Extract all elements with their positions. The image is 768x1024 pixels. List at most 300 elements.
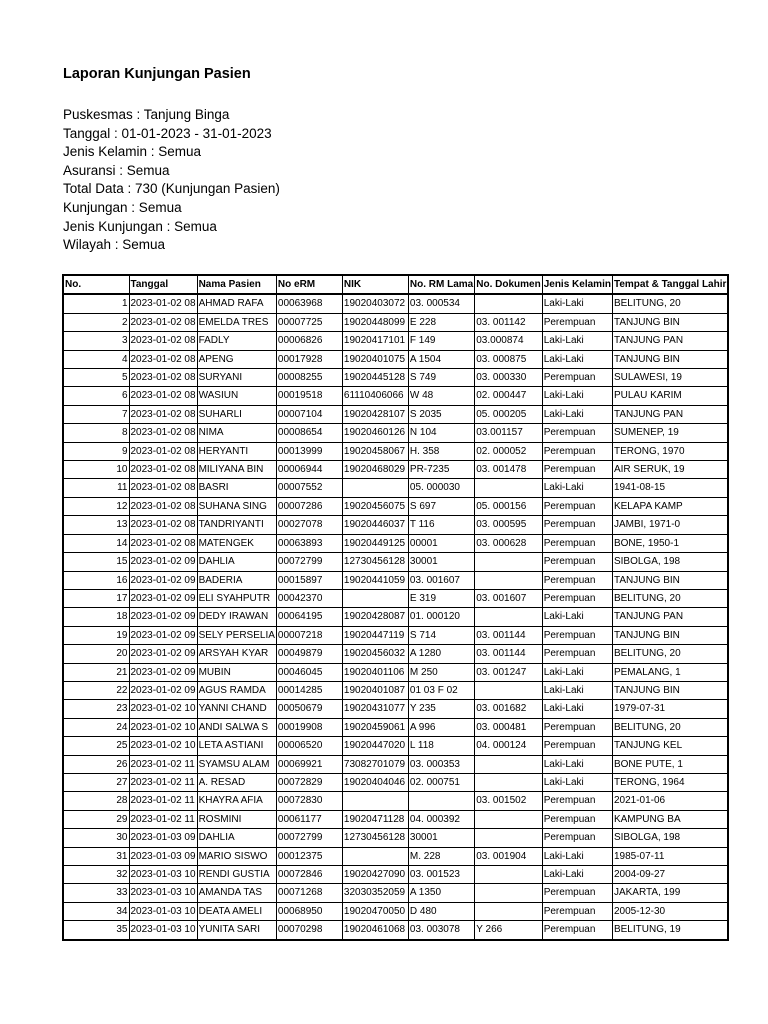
report-title: Laporan Kunjungan Pasien bbox=[63, 66, 251, 82]
meta-line: Wilayah : Semua bbox=[63, 237, 166, 253]
table-cell: 03.001157 bbox=[475, 424, 542, 442]
table-cell: Perempuan bbox=[542, 313, 612, 331]
table-cell: Perempuan bbox=[542, 497, 612, 515]
table-cell: 00019518 bbox=[276, 387, 342, 405]
table-cell: TANJUNG PAN bbox=[612, 405, 728, 423]
table-cell: 2023-01-02 11 bbox=[129, 773, 197, 791]
table-row bbox=[63, 589, 728, 607]
visits-table bbox=[62, 274, 729, 941]
table-cell: 19020445128 bbox=[342, 369, 408, 387]
table-cell: 34 bbox=[63, 902, 129, 920]
table-cell: 2023-01-03 10 bbox=[129, 921, 197, 940]
table-cell: 00007725 bbox=[276, 313, 342, 331]
table-header-row bbox=[63, 275, 728, 294]
table-cell: 00070298 bbox=[276, 921, 342, 940]
table-row bbox=[63, 792, 728, 810]
table-cell: 73082701079 bbox=[342, 755, 408, 773]
table-row bbox=[63, 737, 728, 755]
table-cell: 2023-01-02 09 bbox=[129, 663, 197, 681]
table-cell: 00061177 bbox=[276, 810, 342, 828]
table-cell: 03. 000595 bbox=[475, 516, 542, 534]
table-cell: BADERIA bbox=[197, 571, 276, 589]
table-cell: 2004-09-27 bbox=[612, 866, 728, 884]
table-cell: 03.000874 bbox=[475, 332, 542, 350]
table-cell: 03. 001682 bbox=[475, 700, 542, 718]
table-cell: 00064195 bbox=[276, 608, 342, 626]
table-cell: 32 bbox=[63, 866, 129, 884]
table-row bbox=[63, 626, 728, 644]
table-cell: TANJUNG PAN bbox=[612, 608, 728, 626]
table-cell: AMANDA TAS bbox=[197, 884, 276, 902]
table-cell: TANJUNG BIN bbox=[612, 681, 728, 699]
table-cell: W 48 bbox=[408, 387, 474, 405]
table-cell: PEMALANG, 1 bbox=[612, 663, 728, 681]
table-cell: 2023-01-02 09 bbox=[129, 608, 197, 626]
table-cell: 2023-01-02 09 bbox=[129, 571, 197, 589]
table-cell: SURYANI bbox=[197, 369, 276, 387]
table-cell: 2023-01-02 08 bbox=[129, 442, 197, 460]
table-cell: 1 bbox=[63, 294, 129, 313]
table-cell: 02. 000751 bbox=[408, 773, 474, 791]
table-cell: TANJUNG BIN bbox=[612, 350, 728, 368]
table-cell: 8 bbox=[63, 424, 129, 442]
table-cell: 2021-01-06 bbox=[612, 792, 728, 810]
table-cell: YUNITA SARI bbox=[197, 921, 276, 940]
table-row bbox=[63, 350, 728, 368]
table-cell: Laki-Laki bbox=[542, 294, 612, 313]
table-cell: 27 bbox=[63, 773, 129, 791]
table-row bbox=[63, 773, 728, 791]
table-cell: AHMAD RAFA bbox=[197, 294, 276, 313]
table-cell: 03. 001904 bbox=[475, 847, 542, 865]
table-cell: EMELDA TRES bbox=[197, 313, 276, 331]
table-cell: AGUS RAMDA bbox=[197, 681, 276, 699]
table-cell: RENDI GUSTIA bbox=[197, 866, 276, 884]
table-cell: KELAPA KAMP bbox=[612, 497, 728, 515]
table-cell: ELI SYAHPUTR bbox=[197, 589, 276, 607]
table-cell: 00006944 bbox=[276, 461, 342, 479]
table-row bbox=[63, 866, 728, 884]
table-cell: BONE PUTE, 1 bbox=[612, 755, 728, 773]
table-cell: 01 03 F 02 bbox=[408, 681, 474, 699]
table-cell: 21 bbox=[63, 663, 129, 681]
table-row bbox=[63, 461, 728, 479]
table-cell: BELITUNG, 19 bbox=[612, 921, 728, 940]
table-cell: Laki-Laki bbox=[542, 405, 612, 423]
table-cell: SELY PERSELIA bbox=[197, 626, 276, 644]
table-cell: 00008654 bbox=[276, 424, 342, 442]
table-cell: YANNI CHAND bbox=[197, 700, 276, 718]
table-cell bbox=[475, 902, 542, 920]
table-row bbox=[63, 884, 728, 902]
table-cell: MILIYANA BIN bbox=[197, 461, 276, 479]
table-cell bbox=[475, 553, 542, 571]
table-cell: 00001 bbox=[408, 534, 474, 552]
table-cell: Perempuan bbox=[542, 902, 612, 920]
table-cell: 19020447020 bbox=[342, 737, 408, 755]
table-cell: 00071268 bbox=[276, 884, 342, 902]
table-cell: A 1504 bbox=[408, 350, 474, 368]
table-cell: MARIO SISWO bbox=[197, 847, 276, 865]
table-cell: Perempuan bbox=[542, 626, 612, 644]
table-cell: Perempuan bbox=[542, 553, 612, 571]
table-cell: 00015897 bbox=[276, 571, 342, 589]
table-cell: 12730456128 bbox=[342, 829, 408, 847]
table-cell: 00014285 bbox=[276, 681, 342, 699]
table-cell: SULAWESI, 19 bbox=[612, 369, 728, 387]
table-row bbox=[63, 921, 728, 940]
table-cell: 03. 001144 bbox=[475, 645, 542, 663]
table-cell: Laki-Laki bbox=[542, 387, 612, 405]
table-cell: A 996 bbox=[408, 718, 474, 736]
table-row bbox=[63, 387, 728, 405]
table-cell: 19020403072 bbox=[342, 294, 408, 313]
table-cell: PULAU KARIM bbox=[612, 387, 728, 405]
table-cell: FADLY bbox=[197, 332, 276, 350]
table-cell: 22 bbox=[63, 681, 129, 699]
table-row bbox=[63, 479, 728, 497]
table-cell: 03. 001607 bbox=[475, 589, 542, 607]
table-cell bbox=[408, 792, 474, 810]
table-cell: 00069921 bbox=[276, 755, 342, 773]
table-row bbox=[63, 902, 728, 920]
column-header: Tempat & Tanggal Lahir bbox=[612, 275, 728, 294]
table-cell: 19020417101 bbox=[342, 332, 408, 350]
table-row bbox=[63, 369, 728, 387]
table-cell: TERONG, 1970 bbox=[612, 442, 728, 460]
table-cell: 23 bbox=[63, 700, 129, 718]
table-cell: 00027078 bbox=[276, 516, 342, 534]
table-cell bbox=[342, 847, 408, 865]
table-cell: 35 bbox=[63, 921, 129, 940]
report-meta bbox=[63, 106, 280, 255]
table-row bbox=[63, 442, 728, 460]
table-cell: Laki-Laki bbox=[542, 332, 612, 350]
table-row bbox=[63, 829, 728, 847]
table-cell: 2023-01-02 08 bbox=[129, 369, 197, 387]
table-cell bbox=[475, 810, 542, 828]
table-cell: 00008255 bbox=[276, 369, 342, 387]
table-cell: SUHANA SING bbox=[197, 497, 276, 515]
table-cell: 05. 000205 bbox=[475, 405, 542, 423]
table-cell: 05. 000030 bbox=[408, 479, 474, 497]
meta-line: Jenis Kelamin : Semua bbox=[63, 144, 202, 160]
table-cell: F 149 bbox=[408, 332, 474, 350]
column-header: Tanggal bbox=[129, 275, 197, 294]
table-row bbox=[63, 755, 728, 773]
table-cell: Perempuan bbox=[542, 792, 612, 810]
table-row bbox=[63, 718, 728, 736]
table-cell: 6 bbox=[63, 387, 129, 405]
table-cell: H. 358 bbox=[408, 442, 474, 460]
table-row bbox=[63, 405, 728, 423]
table-cell: 19020401087 bbox=[342, 681, 408, 699]
table-cell: APENG bbox=[197, 350, 276, 368]
table-cell: 02. 000052 bbox=[475, 442, 542, 460]
table-cell: 19020458067 bbox=[342, 442, 408, 460]
column-header: No. Dokumen bbox=[475, 275, 542, 294]
table-cell: 2023-01-03 09 bbox=[129, 847, 197, 865]
table-cell: 12 bbox=[63, 497, 129, 515]
table-cell: Perempuan bbox=[542, 737, 612, 755]
table-cell: 00072846 bbox=[276, 866, 342, 884]
table-cell: TANJUNG BIN bbox=[612, 313, 728, 331]
table-row bbox=[63, 608, 728, 626]
table-cell bbox=[342, 479, 408, 497]
table-cell: Perempuan bbox=[542, 534, 612, 552]
table-cell: 03. 000330 bbox=[475, 369, 542, 387]
table-cell: E 228 bbox=[408, 313, 474, 331]
meta-line: Tanggal : 01-01-2023 - 31-01-2023 bbox=[63, 125, 272, 141]
table-cell: 2023-01-02 10 bbox=[129, 700, 197, 718]
table-cell: SIBOLGA, 198 bbox=[612, 829, 728, 847]
table-cell: 00019908 bbox=[276, 718, 342, 736]
table-cell: 29 bbox=[63, 810, 129, 828]
table-cell: Laki-Laki bbox=[542, 350, 612, 368]
table-cell: 1941-08-15 bbox=[612, 479, 728, 497]
table-cell: 03. 000875 bbox=[475, 350, 542, 368]
table-cell: 19020449125 bbox=[342, 534, 408, 552]
table-cell: 16 bbox=[63, 571, 129, 589]
table-cell bbox=[475, 681, 542, 699]
table-cell bbox=[475, 479, 542, 497]
table-cell: 03. 001247 bbox=[475, 663, 542, 681]
table-row bbox=[63, 313, 728, 331]
table-cell: 2023-01-03 10 bbox=[129, 884, 197, 902]
table-cell: 1979-07-31 bbox=[612, 700, 728, 718]
table-cell: PR-7235 bbox=[408, 461, 474, 479]
table-row bbox=[63, 534, 728, 552]
table-cell: 19020401075 bbox=[342, 350, 408, 368]
table-cell: NIMA bbox=[197, 424, 276, 442]
table-cell: Laki-Laki bbox=[542, 663, 612, 681]
table-cell: 5 bbox=[63, 369, 129, 387]
table-cell: 19020431077 bbox=[342, 700, 408, 718]
table-row bbox=[63, 332, 728, 350]
table-cell bbox=[475, 571, 542, 589]
table-cell: A 1280 bbox=[408, 645, 474, 663]
table-cell: 2023-01-02 08 bbox=[129, 387, 197, 405]
table-cell: L 118 bbox=[408, 737, 474, 755]
table-cell: Laki-Laki bbox=[542, 866, 612, 884]
table-cell bbox=[475, 773, 542, 791]
table-row bbox=[63, 571, 728, 589]
column-header: No. bbox=[63, 275, 129, 294]
table-cell: 19020470050 bbox=[342, 902, 408, 920]
table-cell: 05. 000156 bbox=[475, 497, 542, 515]
table-cell: 03. 003078 bbox=[408, 921, 474, 940]
table-cell: MUBIN bbox=[197, 663, 276, 681]
table-cell: 03. 001523 bbox=[408, 866, 474, 884]
table-cell: 2023-01-02 08 bbox=[129, 497, 197, 515]
table-cell: 19020448099 bbox=[342, 313, 408, 331]
table-cell: 61110406066 bbox=[342, 387, 408, 405]
table-row bbox=[63, 847, 728, 865]
table-cell: 2 bbox=[63, 313, 129, 331]
table-cell bbox=[475, 755, 542, 773]
table-cell: 3 bbox=[63, 332, 129, 350]
table-cell: 04. 000392 bbox=[408, 810, 474, 828]
meta-line: Kunjungan : Semua bbox=[63, 199, 182, 215]
table-cell: 2023-01-02 09 bbox=[129, 553, 197, 571]
table-cell: Y 235 bbox=[408, 700, 474, 718]
table-cell: 2023-01-02 11 bbox=[129, 792, 197, 810]
table-cell: 2023-01-02 08 bbox=[129, 424, 197, 442]
table-cell: 2023-01-02 10 bbox=[129, 718, 197, 736]
column-header: Jenis Kelamin bbox=[542, 275, 612, 294]
table-cell: 2023-01-03 10 bbox=[129, 866, 197, 884]
table-cell: 2023-01-02 08 bbox=[129, 516, 197, 534]
table-cell: 2023-01-02 08 bbox=[129, 534, 197, 552]
table-cell: 26 bbox=[63, 755, 129, 773]
table-cell: 03. 000534 bbox=[408, 294, 474, 313]
table-cell: 00072799 bbox=[276, 829, 342, 847]
table-cell: Perempuan bbox=[542, 442, 612, 460]
table-cell: M. 228 bbox=[408, 847, 474, 865]
table-cell: 00007104 bbox=[276, 405, 342, 423]
table-cell: BONE, 1950-1 bbox=[612, 534, 728, 552]
table-cell: Perempuan bbox=[542, 516, 612, 534]
column-header: No eRM bbox=[276, 275, 342, 294]
table-cell: KAMPUNG BA bbox=[612, 810, 728, 828]
table-cell: 15 bbox=[63, 553, 129, 571]
table-cell: 00072829 bbox=[276, 773, 342, 791]
table-cell bbox=[475, 608, 542, 626]
table-cell: Perempuan bbox=[542, 461, 612, 479]
table-cell: DEDY IRAWAN bbox=[197, 608, 276, 626]
table-cell: 00006826 bbox=[276, 332, 342, 350]
table-cell: ANDI SALWA S bbox=[197, 718, 276, 736]
table-cell: MATENGEK bbox=[197, 534, 276, 552]
table-cell: 24 bbox=[63, 718, 129, 736]
table-cell: 00049879 bbox=[276, 645, 342, 663]
table-cell: 03. 000353 bbox=[408, 755, 474, 773]
table-cell bbox=[342, 589, 408, 607]
table-row bbox=[63, 810, 728, 828]
table-cell bbox=[475, 294, 542, 313]
table-cell bbox=[475, 884, 542, 902]
table-cell: 00007552 bbox=[276, 479, 342, 497]
table-cell: 00013999 bbox=[276, 442, 342, 460]
table-cell: 19020460126 bbox=[342, 424, 408, 442]
table-cell: 2023-01-02 11 bbox=[129, 755, 197, 773]
table-cell: Perempuan bbox=[542, 829, 612, 847]
table-cell: 00068950 bbox=[276, 902, 342, 920]
table-cell: S 2035 bbox=[408, 405, 474, 423]
table-cell: 19020468029 bbox=[342, 461, 408, 479]
table-cell: DAHLIA bbox=[197, 829, 276, 847]
table-cell: 4 bbox=[63, 350, 129, 368]
table-cell: 2023-01-03 10 bbox=[129, 902, 197, 920]
table-cell: Perempuan bbox=[542, 921, 612, 940]
table-cell: Laki-Laki bbox=[542, 773, 612, 791]
table-cell: 00050679 bbox=[276, 700, 342, 718]
table-cell: BELITUNG, 20 bbox=[612, 589, 728, 607]
table-cell: ROSMINI bbox=[197, 810, 276, 828]
table-cell: 2023-01-02 09 bbox=[129, 645, 197, 663]
table-row bbox=[63, 681, 728, 699]
table-cell: SUMENEP, 19 bbox=[612, 424, 728, 442]
table-cell: 19020456032 bbox=[342, 645, 408, 663]
table-cell: 12730456128 bbox=[342, 553, 408, 571]
table-cell: 17 bbox=[63, 589, 129, 607]
table-cell: 03. 000628 bbox=[475, 534, 542, 552]
table-cell: 19020404046 bbox=[342, 773, 408, 791]
table-cell: TANJUNG KEL bbox=[612, 737, 728, 755]
meta-line: Total Data : 730 (Kunjungan Pasien) bbox=[63, 181, 280, 197]
table-cell: TANJUNG BIN bbox=[612, 626, 728, 644]
table-cell: T 116 bbox=[408, 516, 474, 534]
table-cell: 03. 001502 bbox=[475, 792, 542, 810]
table-cell: 2023-01-02 08 bbox=[129, 294, 197, 313]
table-cell: Perempuan bbox=[542, 589, 612, 607]
table-cell bbox=[342, 792, 408, 810]
table-cell: HERYANTI bbox=[197, 442, 276, 460]
table-cell: 25 bbox=[63, 737, 129, 755]
table-cell: 2023-01-02 08 bbox=[129, 350, 197, 368]
table-row bbox=[63, 424, 728, 442]
table-cell: 2023-01-02 09 bbox=[129, 681, 197, 699]
table-cell: M 250 bbox=[408, 663, 474, 681]
table-cell: S 714 bbox=[408, 626, 474, 644]
table-cell: 03. 001607 bbox=[408, 571, 474, 589]
table-cell: 00042370 bbox=[276, 589, 342, 607]
table-cell: Perempuan bbox=[542, 645, 612, 663]
table-cell: 04. 000124 bbox=[475, 737, 542, 755]
table-cell: AIR SERUK, 19 bbox=[612, 461, 728, 479]
table-cell: 00072830 bbox=[276, 792, 342, 810]
table-cell: DEATA AMELI bbox=[197, 902, 276, 920]
column-header: NIK bbox=[342, 275, 408, 294]
table-cell: BELITUNG, 20 bbox=[612, 645, 728, 663]
table-cell: 01. 000120 bbox=[408, 608, 474, 626]
table-cell: 00017928 bbox=[276, 350, 342, 368]
table-cell: 00007286 bbox=[276, 497, 342, 515]
table-cell: N 104 bbox=[408, 424, 474, 442]
table-cell: 31 bbox=[63, 847, 129, 865]
table-cell: 2023-01-03 09 bbox=[129, 829, 197, 847]
table-cell: Laki-Laki bbox=[542, 681, 612, 699]
table-cell: Laki-Laki bbox=[542, 479, 612, 497]
table-cell: 02. 000447 bbox=[475, 387, 542, 405]
table-cell: Perempuan bbox=[542, 424, 612, 442]
table-cell: 28 bbox=[63, 792, 129, 810]
table-cell: DAHLIA bbox=[197, 553, 276, 571]
table-cell: Perempuan bbox=[542, 369, 612, 387]
table-cell: 33 bbox=[63, 884, 129, 902]
meta-line: Jenis Kunjungan : Semua bbox=[63, 218, 217, 234]
table-cell: Perempuan bbox=[542, 718, 612, 736]
table-row bbox=[63, 294, 728, 313]
table-cell: SUHARLI bbox=[197, 405, 276, 423]
table-cell: 19020447119 bbox=[342, 626, 408, 644]
table-cell: JAKARTA, 199 bbox=[612, 884, 728, 902]
table-cell: TERONG, 1964 bbox=[612, 773, 728, 791]
table-cell: E 319 bbox=[408, 589, 474, 607]
table-row bbox=[63, 700, 728, 718]
table-cell: 2023-01-02 08 bbox=[129, 332, 197, 350]
table-cell: TANJUNG PAN bbox=[612, 332, 728, 350]
table-cell: 7 bbox=[63, 405, 129, 423]
table-cell: JAMBI, 1971-0 bbox=[612, 516, 728, 534]
table-cell: WASIUN bbox=[197, 387, 276, 405]
table-cell: 19020459061 bbox=[342, 718, 408, 736]
table-cell: TANDRIYANTI bbox=[197, 516, 276, 534]
table-cell: Laki-Laki bbox=[542, 847, 612, 865]
table-cell: 30001 bbox=[408, 553, 474, 571]
table-cell bbox=[475, 829, 542, 847]
table-cell: 00012375 bbox=[276, 847, 342, 865]
